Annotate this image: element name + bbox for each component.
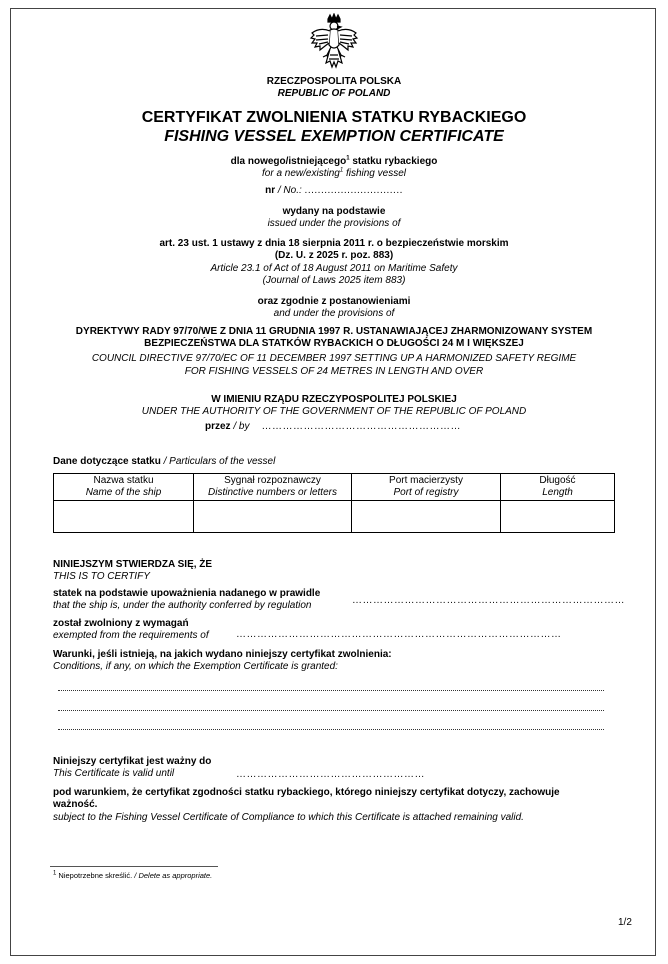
footnote-divider — [50, 866, 218, 867]
by-label-en: / by — [230, 421, 250, 432]
footnote-ref: 1 — [339, 167, 344, 174]
vessel-heading-en: / Particulars of the vessel — [160, 456, 276, 467]
act-pl-line2: (Dz. U. z 2025 r. poz. 883) — [274, 250, 394, 261]
certify-heading-en: THIS IS TO CERTIFY — [53, 571, 150, 582]
footnote-pl: Niepotrzebne skreślić. — [56, 871, 133, 880]
condition-clause-pl: pod warunkiem, że certyfikat zgodności statku rybackiego, którego niniejszy certyfikat dotyczy, zachowuje ważność. — [53, 787, 560, 810]
vessel-type-pl-text: dla nowego/istniejącego — [230, 156, 347, 167]
column-header-en: Distinctive numbers or letters — [208, 487, 337, 498]
column-header-en: Name of the ship — [85, 487, 162, 498]
footnote — [53, 871, 212, 880]
conditions-en: Conditions, if any, on which the Exemption Certificate is granted: — [53, 661, 338, 672]
authority-pl: W IMIENIU RZĄDU RZECZYPOSPOLITEJ POLSKIEJ — [211, 394, 457, 405]
validity-pl: Niniejszy certyfikat jest ważny do — [53, 756, 212, 767]
column-header-pl: Nazwa statku — [93, 475, 154, 486]
footnote-marker: 1 — [53, 870, 57, 877]
act-en-line1: Article 23.1 of Act of 18 August 2011 on Maritime Safety — [210, 263, 458, 274]
footnote-en: / Delete as appropriate. — [132, 871, 213, 880]
ship-regulation-en: that the ship is, under the authority conferred by regulation — [53, 600, 312, 611]
exempted-pl: został zwolniony z wymagań — [53, 618, 189, 629]
country-name-en: REPUBLIC OF POLAND — [277, 88, 391, 99]
column-header-en: Length — [542, 487, 573, 498]
validity-en: This Certificate is valid until — [53, 768, 175, 779]
vessel-type-en-rest: fishing vessel — [343, 168, 406, 179]
regulation-field[interactable]: …………………………………………………………………… — [352, 595, 625, 606]
table-row — [54, 501, 615, 533]
table-header-row — [54, 474, 615, 501]
directive-pl-line2: BEZPIECZEŃSTWA DLA STATKÓW RYBACKICH O DŁUGOŚCI 24 M I WIĘKSZEJ — [144, 338, 524, 349]
title-en: FISHING VESSEL EXEMPTION CERTIFICATE — [164, 128, 504, 145]
conditions-line-1[interactable] — [58, 690, 604, 691]
validity-date-field[interactable]: ……………………………………………… — [236, 769, 425, 780]
page-number: 1/2 — [618, 917, 632, 928]
certificate-number — [0, 185, 668, 196]
conditions-line-2[interactable] — [58, 710, 604, 711]
length-cell[interactable] — [501, 501, 615, 533]
act-pl-line1: art. 23 ust. 1 ustawy z dnia 18 sierpnia 2011 r. o bezpieczeństwie morskim — [159, 238, 509, 249]
vessel-section-heading — [53, 456, 275, 467]
column-header-en: Port of registry — [393, 487, 459, 498]
conditions-pl: Warunki, jeśli istnieją, na jakich wydano niniejszy certyfikat zwolnienia: — [53, 649, 392, 660]
certify-heading-pl: NINIEJSZYM STWIERDZA SIĘ, ŻE — [53, 559, 213, 570]
white-eagle-emblem-icon — [308, 13, 360, 73]
vessel-type-pl — [0, 156, 668, 167]
column-header-pl: Port macierzysty — [389, 475, 463, 486]
by-label-pl: przez — [205, 421, 231, 432]
ship-name-cell[interactable] — [54, 501, 194, 533]
vessel-type-en — [0, 168, 668, 179]
column-header-length — [501, 474, 615, 501]
act-en-line2: (Journal of Laws 2025 item 883) — [262, 275, 406, 286]
title-pl: CERTYFIKAT ZWOLNIENIA STATKU RYBACKIEGO — [141, 109, 527, 126]
accordance-pl: oraz zgodnie z postanowieniami — [257, 296, 411, 307]
column-header-name — [54, 474, 194, 501]
directive-en-line1: COUNCIL DIRECTIVE 97/70/EC OF 11 DECEMBER 1997 SETTING UP A HARMONIZED SAFETY REGIME — [91, 353, 577, 364]
column-header-signal — [194, 474, 352, 501]
column-header-pl: Długość — [539, 475, 576, 486]
vessel-heading-pl: Dane dotyczące statku — [53, 456, 161, 467]
issued-pl: wydany na podstawie — [282, 206, 386, 217]
requirements-field[interactable]: ………………………………………………………………………………… — [236, 629, 562, 640]
vessel-type-en-text: for a new/existing — [262, 168, 340, 179]
port-of-registry-cell[interactable] — [352, 501, 501, 533]
number-label-pl: nr — [265, 185, 276, 196]
issued-by — [205, 421, 461, 432]
exempted-en: exempted from the requirements of — [53, 630, 209, 641]
footnote-ref: 1 — [346, 155, 350, 162]
column-header-port — [352, 474, 501, 501]
vessel-type-pl-rest: statku rybackiego — [349, 156, 438, 167]
column-header-pl: Sygnał rozpoznawczy — [224, 475, 321, 486]
directive-pl-line1: DYREKTYWY RADY 97/70/WE Z DNIA 11 GRUDNIA 1997 R. USTANAWIAJĄCEJ ZHARMONIZOWANY SYSTEM — [75, 326, 593, 337]
condition-clause-en: subject to the Fishing Vessel Certificate of Compliance to which this Certificate is attached remaining valid. — [53, 812, 524, 823]
vessel-particulars-table — [53, 473, 615, 533]
accordance-en: and under the provisions of — [273, 308, 395, 319]
directive-en-line2: FOR FISHING VESSELS OF 24 METRES IN LENGTH AND OVER — [184, 366, 484, 377]
number-label-en: / No.: — [275, 185, 305, 196]
issued-en: issued under the provisions of — [267, 218, 401, 229]
distinctive-numbers-cell[interactable] — [194, 501, 352, 533]
number-field[interactable]: .............................. — [304, 185, 403, 196]
ship-regulation-pl: statek na podstawie upoważnienia nadanego w prawidle — [53, 588, 321, 599]
issuer-field[interactable]: ………………………………………………… — [261, 421, 461, 432]
conditions-line-3[interactable] — [58, 729, 604, 730]
country-name-pl: RZECZPOSPOLITA POLSKA — [266, 76, 402, 87]
authority-en: UNDER THE AUTHORITY OF THE GOVERNMENT OF THE REPUBLIC OF POLAND — [141, 406, 527, 417]
